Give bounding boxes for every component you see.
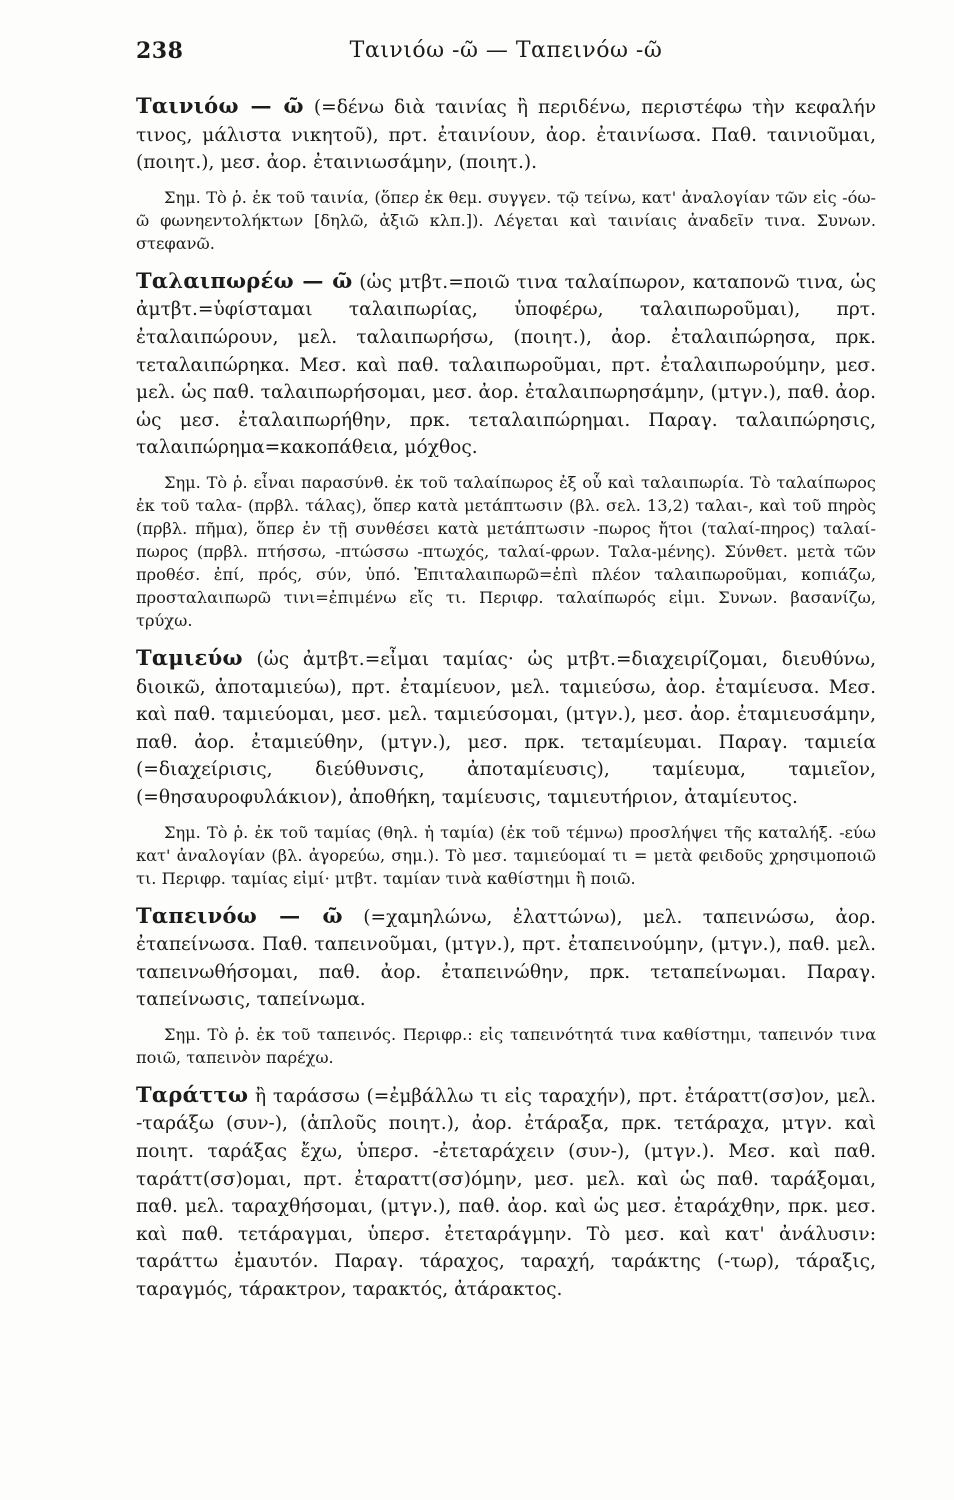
entry-note: Σημ. Τὸ ῥ. ἐκ τοῦ ταινία, (ὅπερ ἐκ θεμ. συγγεν. τῷ τείνω, κατ' ἀναλογίαν τῶν εἰς -όω-ῶ φωνηεντολήκτων [δηλῶ, ἀξιῶ κλπ.]). Λέγεται καὶ ταινίαις ἀναδεῖν τινα. Συνων. στεφανῶ. [136,187,876,253]
entry-tamieuo [136,644,876,812]
page-number: 238 [136,38,184,64]
page-header [136,38,876,70]
entry-talaiporeo [136,267,876,462]
entry-definition: ἢ ταράσσω (=ἐμβάλλω τι εἰς ταραχήν), πρτ. ἐτάραττ(σσ)ον, μελ. -ταράξω (συν-), (ἁπλοῦς ποιητ.), ἀορ. ἐτάραξα, πρκ. τετάραχα, μτγν. καὶ ποιητ. ταράξας ἔχω, ὑπερσ. -ἐτεταράχειν (συν-), (μτγν.). Μεσ. καὶ παθ. ταράττ(σσ)ομαι, πρτ. ἐταραττ(σσ)όμην, μεσ. μελ. καὶ ὡς παθ. ταράξομαι, παθ. μελ. ταραχθήσομαι, (μτγν.), παθ. ἀορ. καὶ ὡς μεσ. ἐταράχθην, πρκ. μεσ. καὶ παθ. τετάραγμαι, ὑπερσ. ἐτεταράγμην. Τὸ μεσ. καὶ κατ' ἀνάλυσιν: ταράττω ἐμαυτόν. Παραγ. τάραχος, ταραχή, ταράκτης (-τωρ), τάραξις, ταραγμός, τάρακτρον, ταρακτός, ἀτάρακτος. [136,1085,876,1301]
page-body [136,92,876,1304]
entry-headword: Ταμιεύω [136,644,243,670]
entry-note: Σημ. Τὸ ῥ. εἶναι παρασύνθ. ἐκ τοῦ ταλαίπωρος ἐξ οὗ καὶ ταλαιπωρία. Τὸ ταλαίπωρος ἐκ τοῦ ταλα- (πρβλ. τάλας), ὅπερ κατὰ μετάπτωσιν (βλ. σελ. 13,2) ταλαι-, καὶ τοῦ πηρὸς (πρβλ. πῆμα), ὅπερ ἐν τῇ συνθέσει κατὰ μετάπτωσιν -πωρος ἤτοι (ταλαί-πηρος) ταλαί-πωρος (πρβλ. πτήσσω, -πτώσσω -πτωχός, ταλαί-φρων. Ταλα-μένης). Σύνθετ. μετὰ τῶν προθέσ. ἐπί, πρός, σύν, ὑπό. Ἐπιταλαιπωρῶ=ἐπὶ πλέον ταλαιπωροῦμαι, κοπιάζω, προσταλαιπωρῶ τινι=ἐπιμένω εἴς τι. Περιφρ. ταλαίπωρός εἰμι. Συνων. βασανίζω, τρύχω. [136,472,876,630]
entry-headword: Ταλαιπωρέω — ῶ [136,267,353,293]
entry-headword: Ταράττω [136,1081,249,1107]
entry-headword: Ταπεινόω — ῶ [136,902,343,928]
entry-definition: (ὡς ἀμτβτ.=εἶμαι ταμίας· ὡς μτβτ.=διαχειρίζομαι, διευθύνω, διοικῶ, ἀποταμιεύω), πρτ. ἐταμίευον, μελ. ταμιεύσω, ἀορ. ἐταμίευσα. Μεσ. καὶ παθ. ταμιεύομαι, μεσ. μελ. ταμιεύσομαι, (μτγν.), μεσ. ἀορ. ἐταμιευσάμην, παθ. ἀορ. ἐταμιεύθην, (μτγν.), μεσ. πρκ. τεταμίευμαι. Παραγ. ταμιεία (=διαχείρισις, διεύθυνσις, ἀποταμίευσις), ταμίευμα, ταμιεῖον, (=θησαυροφυλάκιον), ἀποθήκη, ταμίευσις, ταμιευτήριον, ἀταμίευτος. [136,648,876,808]
entry-definition: (=χαμηλώνω, ἐλαττώνω), μελ. ταπεινώσω, ἀορ. ἐταπείνωσα. Παθ. ταπεινοῦμαι, (μτγν.), πρτ. ἐταπεινούμην, (μτγν.), παθ. μελ. ταπεινωθήσομαι, παθ. ἀορ. ἐταπεινώθην, πρκ. τεταπείνωμαι. Παραγ. ταπείνωσις, ταπείνωμα. [136,906,876,1011]
entry-note: Σημ. Τὸ ῥ. ἐκ τοῦ ταπεινός. Περιφρ.: εἰς ταπεινότητά τινα καθίστημι, ταπεινόν τινα ποιῶ, ταπεινὸν παρέχω. [136,1024,876,1067]
entry-note: Σημ. Τὸ ῥ. ἐκ τοῦ ταμίας (θηλ. ἡ ταμία) (ἐκ τοῦ τέμνω) προσλήψει τῆς καταλήξ. -εύω κατ' ἀναλογίαν (βλ. ἀγορεύω, σημ.). Τὸ μεσ. ταμιεύομαί τι = μετὰ φειδοῦς χρησιμοποιῶ τι. Περιφρ. ταμίας εἰμί· μτβτ. ταμίαν τινὰ καθίστημι ἢ ποιῶ. [136,822,876,888]
entry-tainioo [136,92,876,177]
entry-headword: Ταινιόω — ῶ [136,93,304,118]
entry-tapeinoo [136,902,876,1014]
entry-definition: (=δένω διὰ ταινίας ἢ περιδένω, περιστέφω τὴν κεφαλήν τινος, μάλιστα νικητοῦ), πρτ. ἐταινίουν, ἀορ. ἐταινίωσα. Παθ. ταινιοῦμαι, (ποιητ.), μεσ. ἀορ. ἐταινιωσάμην, (ποιητ.). [136,97,876,174]
entry-taratto [136,1081,876,1304]
running-head: Ταινιόω -ῶ — Ταπεινόω -ῶ [349,38,663,63]
entry-definition: (ὡς μτβτ.=ποιῶ τινα ταλαίπωρον, καταπονῶ τινα, ὡς ἀμτβτ.=ὑφίσταμαι ταλαιπωρίας, ὑποφέρω, ταλαιπωροῦμαι), πρτ. ἐταλαιπώρουν, μελ. ταλαιπωρήσω, (ποιητ.), ἀορ. ἐταλαιπώρησα, πρκ. τεταλαιπώρηκα. Μεσ. καὶ παθ. ταλαιπωροῦμαι, πρτ. ἐταλαιπωρούμην, μεσ. μελ. ὡς παθ. ταλαιπωρήσομαι, μεσ. ἀορ. ἐταλαιπωρησάμην, (μτγν.), παθ. ἀορ. ὡς μεσ. ἐταλαιπωρήθην, πρκ. τεταλαιπώρημαι. Παραγ. ταλαιπώρησις, ταλαιπώρημα=κακοπάθεια, μόχθος. [136,271,876,459]
